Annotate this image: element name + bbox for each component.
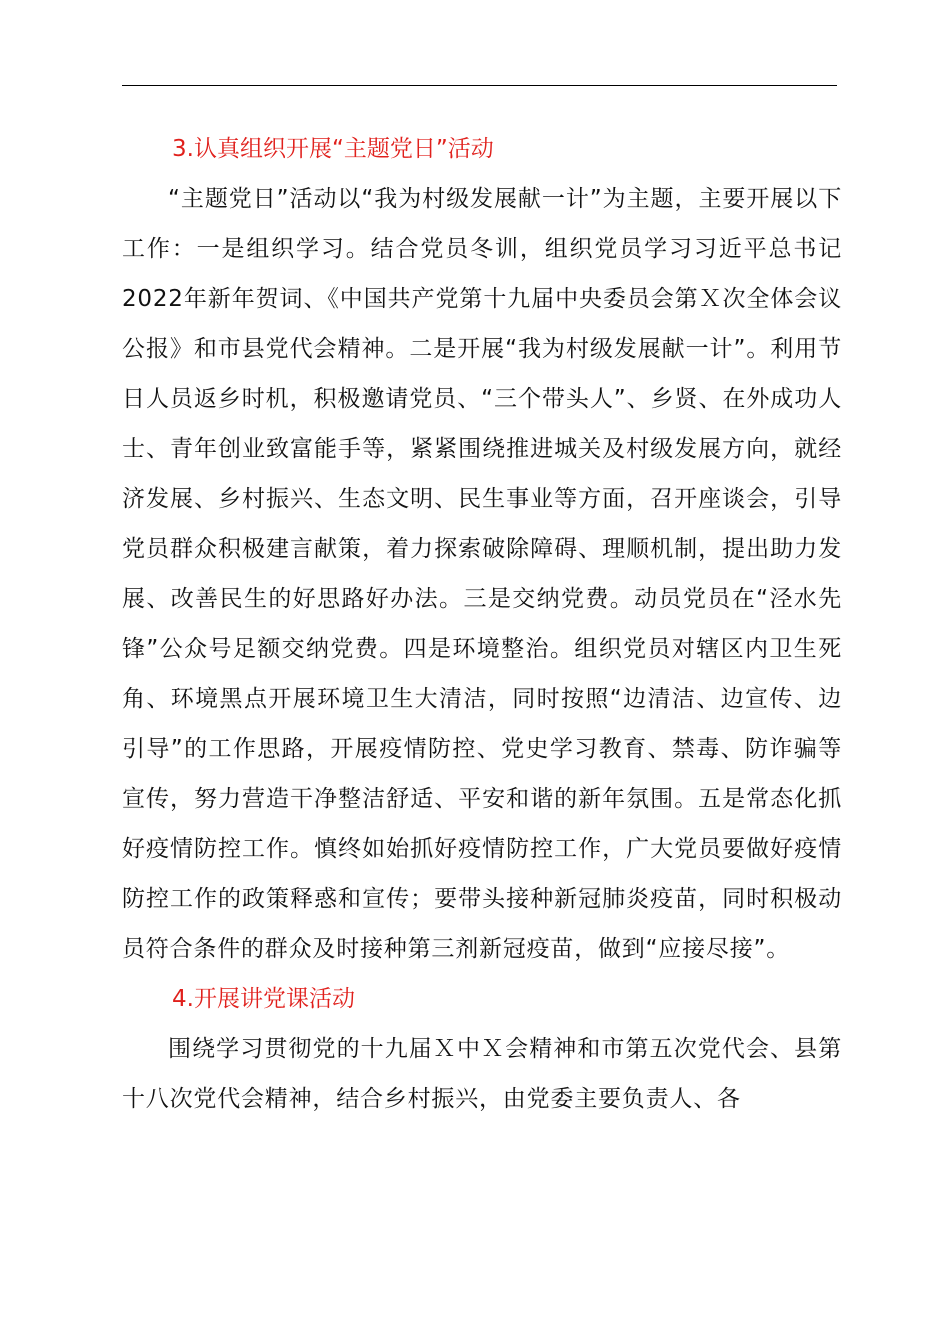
section-4-paragraph: 围绕学习贯彻党的十九届Ｘ中Ｘ会精神和市第五次党代会、县第十八次党代会精神，结合乡村振兴，由党委主要负责人、各 [122, 1036, 842, 1112]
section-4-heading: 4.开展讲党课活动 [172, 986, 355, 1012]
header-rule [122, 85, 837, 86]
section-3-paragraph: “主题党日”活动以“我为村级发展献一计”为主题，主要开展以下工作：一是组织学习。结合党员冬训，组织党员学习习近平总书记2022年新年贺词、《中国共产党第十九届中央委员会第Ｘ次全体会议公报》和市县党代会精神。二是开展“我为村级发展献一计”。利用节日人员返乡时机，积极邀请党员、“三个带头人”、乡贤、在外成功人士、青年创业致富能手等，紧紧围绕推进城关及村级发展方向，就经济发展、乡村振兴、生态文明、民生事业等方面，召开座谈会，引导党员群众积极建言献策，着力探索破除障碍、理顺机制，提出助力发展、改善民生的好思路好办法。三是交纳党费。动员党员在“泾水先锋”公众号足额交纳党费。四是环境整治。组织党员对辖区内卫生死角、环境黑点开展环境卫生大清洁，同时按照“边清洁、边宣传、边引导”的工作思路，开展疫情防控、党史学习教育、禁毒、防诈骗等宣传，努力营造干净整洁舒适、平安和谐的新年氛围。五是常态化抓好疫情防控工作。慎终如始抓好疫情防控工作，广大党员要做好疫情防控工作的政策释惑和宣传；要带头接种新冠肺炎疫苗，同时积极动员符合条件的群众及时接种第三剂新冠疫苗，做到“应接尽接”。 [122, 186, 842, 962]
section-3-heading: 3.认真组织开展“主题党日”活动 [172, 136, 494, 162]
document-body [122, 124, 842, 1124]
